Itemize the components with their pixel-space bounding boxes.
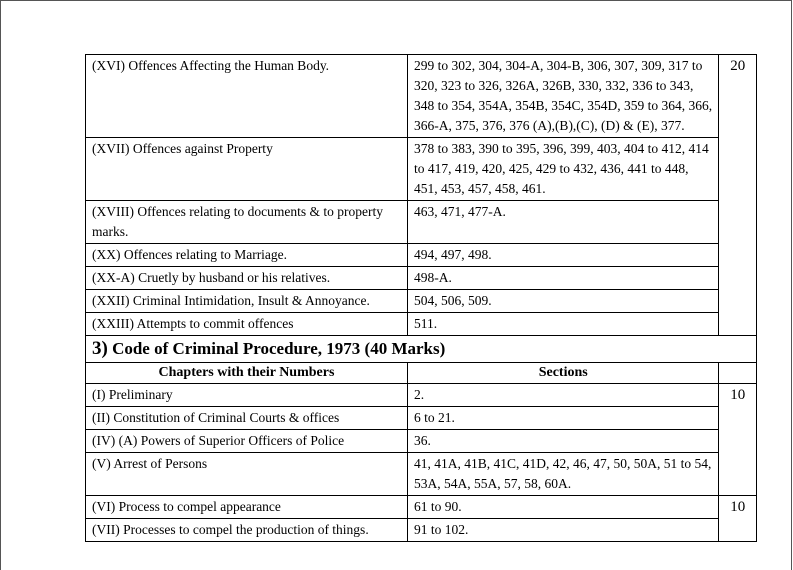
table-row	[86, 519, 757, 542]
sections-cell: 299 to 302, 304, 304-A, 304-B, 306, 307, 309, 317 to 320, 323 to 326, 326A, 326B, 330, 332, 336 to 343, 348 to 354, 354A, 354B, 354C, 354D, 359 to 364, 366, 366-A, 375, 376, 376 (A),(B),(C), (D) & (E), 377.	[407, 55, 719, 138]
section-heading-row	[86, 336, 757, 363]
column-header-row	[86, 363, 757, 384]
sections-cell: 61 to 90.	[407, 496, 719, 519]
table-row	[86, 55, 757, 138]
chapter-cell: (VII) Processes to compel the production of things.	[86, 519, 408, 542]
section-number: 3)	[92, 338, 108, 359]
sections-cell: 504, 506, 509.	[407, 290, 719, 313]
chapter-cell: (XVI) Offences Affecting the Human Body.	[86, 55, 408, 138]
table-row	[86, 267, 757, 290]
sections-cell: 378 to 383, 390 to 395, 396, 399, 403, 404 to 412, 414 to 417, 419, 420, 425, 429 to 432, 436, 441 to 448, 451, 453, 457, 458, 461.	[407, 138, 719, 201]
sections-cell: 36.	[407, 430, 719, 453]
table-row	[86, 290, 757, 313]
table-row	[86, 138, 757, 201]
sections-cell: 41, 41A, 41B, 41C, 41D, 42, 46, 47, 50, 50A, 51 to 54, 53A, 54A, 55A, 57, 58, 60A.	[407, 453, 719, 496]
table-row	[86, 453, 757, 496]
sections-cell: 494, 497, 498.	[407, 244, 719, 267]
chapter-cell: (I) Preliminary	[86, 384, 408, 407]
chapter-cell: (VI) Process to compel appearance	[86, 496, 408, 519]
marks-cell: 10	[719, 496, 757, 542]
column-header-chapters: Chapters with their Numbers	[86, 363, 408, 384]
sections-cell: 91 to 102.	[407, 519, 719, 542]
table-row	[86, 201, 757, 244]
marks-cell: 20	[719, 55, 757, 336]
syllabus-table	[85, 54, 757, 542]
column-header-sections: Sections	[407, 363, 719, 384]
chapter-cell: (XXII) Criminal Intimidation, Insult & Annoyance.	[86, 290, 408, 313]
sections-cell: 498-A.	[407, 267, 719, 290]
column-header-marks	[719, 363, 757, 384]
section-heading	[86, 336, 757, 363]
chapter-cell: (XVIII) Offences relating to documents & to property marks.	[86, 201, 408, 244]
table-row	[86, 244, 757, 267]
section-title: Code of Criminal Procedure, 1973 (40 Marks)	[112, 339, 446, 358]
chapter-cell: (II) Constitution of Criminal Courts & offices	[86, 407, 408, 430]
chapter-cell: (V) Arrest of Persons	[86, 453, 408, 496]
sections-cell: 6 to 21.	[407, 407, 719, 430]
chapter-cell: (IV) (A) Powers of Superior Officers of Police	[86, 430, 408, 453]
table-row	[86, 430, 757, 453]
chapter-cell: (XX-A) Cruetly by husband or his relatives.	[86, 267, 408, 290]
sections-cell: 463, 471, 477-A.	[407, 201, 719, 244]
chapter-cell: (XVII) Offences against Property	[86, 138, 408, 201]
sections-cell: 511.	[407, 313, 719, 336]
sections-cell: 2.	[407, 384, 719, 407]
table-row	[86, 496, 757, 519]
table-row	[86, 313, 757, 336]
chapter-cell: (XX) Offences relating to Marriage.	[86, 244, 408, 267]
marks-cell: 10	[719, 384, 757, 496]
chapter-cell: (XXIII) Attempts to commit offences	[86, 313, 408, 336]
table-row	[86, 407, 757, 430]
table-row	[86, 384, 757, 407]
